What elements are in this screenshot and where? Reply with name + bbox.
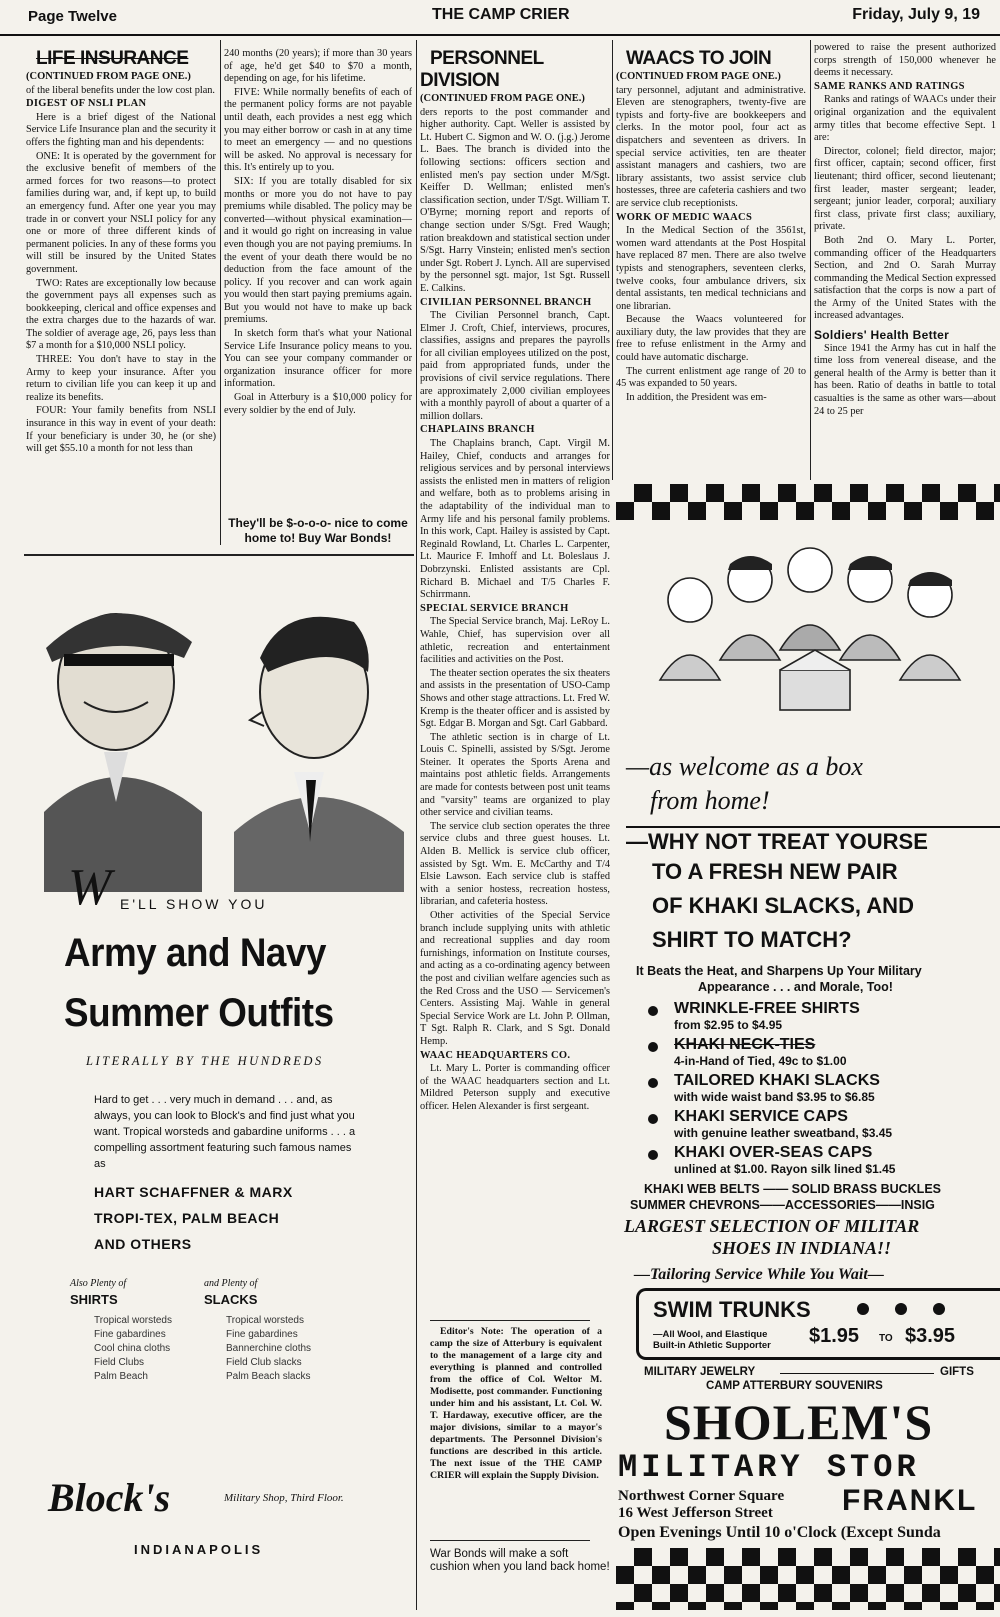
blocks-logo: Block's — [48, 1475, 171, 1520]
address-line: Northwest Corner Square — [618, 1488, 785, 1504]
shirts-item: Tropical worsteds — [94, 1315, 172, 1326]
paragraph: The Civilian Personnel branch, Capt. Elmer J. Croft, Chief, interviews, procures, classifies, assigns and prepares the payrolls for all civilian employees utilized on the post, paid from appropriated funds, under the provisions of civil service regulations. There are approximately 2,000 civilian employees with a monthly payroll of about a quarter of a million dollars. — [420, 310, 610, 422]
slacks-heading: SLACKS — [204, 1292, 258, 1307]
product-name: WRINKLE-FREE SHIRTS — [674, 1000, 860, 1017]
swim-trunks-box — [636, 1288, 1000, 1360]
paragraph: Lt. Mary L. Porter is commanding officer of the WAAC headquarters section and Lt. Mildred Peterson supply and executive officer. Helen Alexander is first sergeant. — [420, 1063, 610, 1112]
shirts-heading: SHIRTS — [70, 1292, 118, 1307]
paragraph: tary personnel, adjutant and administrative. Eleven are stenographers, twenty-five are typists and forty-five are bookkeepers and clerks. In the motor pool, four act as dispatchers and seventeen as drivers. In special service activities, ten are theater assistant managers and cashiers, two are library assistants, two assist service club hostesses, three are cafeteria cashiers and two are service club receptionists. — [616, 84, 806, 209]
war-bonds-slogan: They'll be $-o-o-o- nice to come home to! Buy War Bonds! — [228, 516, 408, 545]
newspaper-name: THE CAMP CRIER — [432, 6, 570, 23]
product-name: KHAKI SERVICE CAPS — [674, 1108, 848, 1125]
paragraph: SIX: If you are totally disabled for six months or more you do not have to pay premiums while disabled. The policy may be converted—without physical examination—and it would go right on increasing in value even though you are not paying premiums. In the event of your death there would be no deduction from the face amount of the policy. If you recover and can work again you would then start paying premiums again. But you would not have to make up back premiums. — [224, 175, 412, 326]
paragraph: Other activities of the Special Service branch include supplying units with athletic and recreational supplies and day room furnishings, information on Institute courses, and acting as a co-ordinating agency between the post and civilian welfare agencies such as the Red Cross and the USO — Servicemen's Centers. Assisting Maj. Wahle in general Special Service Work are Lt. John P. Ollman, T Sgt. Ralph R. Clark, and S Sgt. Donald Hemp. — [420, 910, 610, 1047]
subheading: CIVILIAN PERSONNEL BRANCH — [420, 296, 592, 308]
continued-note: (CONTINUED FROM PAGE ONE.) — [26, 71, 191, 82]
bullet-icon — [648, 1006, 658, 1016]
paragraph: The current enlistment age range of 20 to 45 was expanded to 50 years. — [616, 365, 806, 390]
subheading: SPECIAL SERVICE BRANCH — [420, 602, 569, 614]
beats-heat-line1: It Beats the Heat, and Sharpens Up Your Military — [636, 964, 922, 978]
blocks-advertisement — [24, 562, 414, 1612]
store-hours: Open Evenings Until 10 o'Clock (Except Sunda — [618, 1524, 941, 1541]
paragraph: The theater section operates the six theaters and assists in the presentation of USO-Camp Shows and other stage attractions. Lt. Fred W. Kremp is the theater officer and is assisted by Sgt. Edgar B. Morgan and Sgt. Carl Gabbard. — [420, 667, 610, 730]
subheading: Soldiers' Health Better — [814, 328, 950, 343]
paragraph: Both 2nd O. Mary L. Porter, commanding officer of the Headquarters Section, and 2nd O. Sarah Murray commanding the Medical Section expressed satisfaction that the corps is now a part of the Army of the United States with the increased advantages. — [814, 234, 996, 322]
paragraph: FOUR: Your family benefits from NSLI insurance in this way in event of your death: If your beneficiary is under 30, he (or she) will get $55.10 a month for not less than — [26, 405, 216, 455]
swim-description — [653, 1329, 771, 1351]
bullet-icon — [648, 1150, 658, 1160]
camp-souvenirs: CAMP ATTERBURY SOUVENIRS — [706, 1380, 883, 1392]
subheading: WORK OF MEDIC WAACS — [616, 211, 753, 223]
note-rule — [430, 1540, 590, 1541]
product-detail: from $2.95 to $4.95 — [674, 1018, 783, 1032]
slacks-item: Tropical worsteds — [226, 1315, 304, 1326]
continued-note: (CONTINUED FROM PAGE ONE.) — [616, 71, 781, 82]
shirts-list — [94, 1314, 172, 1384]
paragraph: In sketch form that's what your National Service Life Insurance policy means to you. You can see your company commander or organization insurance officer for more information. — [224, 328, 412, 390]
column-rule — [416, 40, 417, 1610]
sholems-name: SHOLEM'S — [664, 1394, 934, 1450]
shirts-preface: Also Plenty of — [70, 1278, 127, 1289]
personnel-headline: PERSONNEL DIVISION — [420, 48, 544, 91]
paragraph: 240 months (20 years); if more than 30 years of age, he'd get $40 to $70 a month, depending on age, for his lifetime. — [224, 48, 412, 85]
largest-selection: LARGEST SELECTION OF MILITAR — [624, 1216, 920, 1236]
bullet-icon — [648, 1078, 658, 1088]
dot-icon — [933, 1303, 945, 1315]
section-rule — [24, 554, 414, 556]
shirts-item: Cool china cloths — [94, 1343, 171, 1354]
paragraph: powered to raise the present authorized corps strength of 150,000 whenever he deems it necessary. — [814, 42, 996, 79]
bullet-icon — [648, 1114, 658, 1124]
shirts-item: Palm Beach — [94, 1371, 148, 1382]
ad-body: Hard to get . . . very much in demand . . . and, as always, you can look to Block's and find just what you want. Tropical worsteds and gabardine uniforms . . . a compelling assortment featuring such famous names as — [94, 1094, 356, 1170]
swim-price-low: $1.95 — [809, 1325, 860, 1347]
paragraph: Since 1941 the Army has cut in half the time loss from venereal disease, and the general health of the Army is better than it has been. Ratio of deaths in battle to total casualties is the same as other wars—about 24 to 25 per — [814, 342, 996, 417]
soldiers-illustration — [640, 530, 980, 730]
product-detail: unlined at $1.00. Rayon silk lined $1.45 — [674, 1162, 896, 1176]
military-jewelry: MILITARY JEWELRY — [644, 1366, 756, 1378]
paragraph: Director, colonel; field director, major; first officer, captain; second officer, first lieutenant; third officer, second lieutenant; first leader, master sergeant; leader, sergeant; junior leader, corporal; auxiliary first class, private first class; auxiliary, private. — [814, 145, 996, 233]
editors-note-text: Editor's Note: The operation of a camp the size of Atterbury is equivalent to the management of a large city and everything is planned and controlled from the office of Col. Weltor M. Modisette, post commander. Functioning under him and his assistant, Lt. Col. W. T. Hardaway, executive officer, are the major divisions, similar to a mayor's departments. The Personnel Division's functions are described in this article. The next issue of the THE CAMP CRIER will explain the Supply Division. — [430, 1326, 602, 1481]
belts-line: KHAKI WEB BELTS —— SOLID BRASS BUCKLES — [644, 1182, 941, 1196]
paragraph: TWO: Rates are exceptionally low because the government pays all expenses such as bookkeeping, clerical and office expenses and the extra charges due to the hazards of war. The soldier of average age, 26, pays less than $7 a month for a $10,000 NSLI policy. — [26, 277, 216, 352]
slacks-item: Field Club slacks — [226, 1357, 302, 1368]
headline-shirt-match: SHIRT TO MATCH? — [652, 927, 852, 952]
welcome-tagline-1: —as welcome as a box — [626, 752, 863, 781]
chevrons-line: SUMMER CHEVRONS——ACCESSORIES——INSIG — [630, 1198, 935, 1212]
swim-desc-line: Built-in Athletic Supporter — [653, 1340, 771, 1351]
script-w: W — [68, 859, 112, 916]
ad-line-army-navy: Army and Navy — [64, 931, 326, 975]
paragraph: Because the Waacs volunteered for auxiliary duty, the law provides that they are free to refuse enlistment in the Army and could have automatic discharge. — [616, 314, 806, 364]
dot-icon — [895, 1303, 907, 1315]
product-item — [648, 1144, 998, 1176]
slacks-item: Fine gabardines — [226, 1329, 298, 1340]
product-item — [648, 1036, 998, 1068]
life-insurance-article — [26, 48, 216, 552]
slacks-list — [226, 1314, 311, 1384]
address — [618, 1488, 784, 1522]
subheading: WAAC HEADQUARTERS CO. — [420, 1049, 571, 1061]
paragraph: of the liberal benefits under the low cost plan. — [26, 84, 216, 96]
issue-date: Friday, July 9, 19 — [852, 6, 980, 23]
editors-note — [430, 1326, 602, 1530]
checkered-border-bottom — [616, 1548, 1000, 1610]
page-number: Page Twelve — [28, 8, 117, 25]
headline-khaki-slacks: OF KHAKI SLACKS, AND — [652, 893, 914, 918]
subheading: DIGEST OF NSLI PLAN — [26, 98, 147, 110]
slacks-preface: and Plenty of — [204, 1278, 258, 1289]
personnel-division-article — [420, 48, 610, 1348]
brand-tropi-tex: TROPI-TEX, PALM BEACH — [94, 1210, 280, 1226]
column-rule — [220, 40, 221, 545]
divider — [780, 1373, 934, 1374]
paragraph: The Chaplains branch, Capt. Virgil M. Hailey, Chief, conducts and arranges for religious services and by personal interviews assists the enlisted men in matters of religion and welfare, both as to problems arising in the adaptability of the individual man to Army life and his personal family problems. In this work, Capt. Hailey is assisted by Capt. Reginald Rowland, Lt. Charles L. Carpenter, Lt. Maurice F. Imhoff and Lt. Boleslaus J. Dobrzynski. Enlisted assistants are Cpl. Richard B. Michael and T/5 Charles F. Schirrmann. — [420, 438, 610, 601]
subheading: CHAPLAINS BRANCH — [420, 424, 535, 436]
life-insurance-headline: LIFE INSURANCE — [36, 48, 189, 69]
slacks-item: Palm Beach slacks — [226, 1371, 311, 1382]
headline-fresh-pair: TO A FRESH NEW PAIR — [652, 859, 898, 884]
slacks-item: Bannerchine cloths — [226, 1343, 312, 1354]
ad-lead: E'LL SHOW YOU — [120, 896, 268, 912]
paragraph: Here is a brief digest of the National Service Life Insurance plan and the security it offers the fighting man and his dependents: — [26, 111, 216, 148]
product-detail: 4-in-Hand of Tied, 49c to $1.00 — [674, 1054, 847, 1068]
address-line: 16 West Jefferson Street — [618, 1505, 773, 1521]
life-insurance-article-continued — [224, 48, 412, 496]
masthead — [0, 0, 1000, 36]
swim-trunks-title: SWIM TRUNKS — [653, 1297, 811, 1322]
swim-desc-line: —All Wool, and Elastique — [653, 1329, 768, 1340]
product-name: TAILORED KHAKI SLACKS — [674, 1072, 880, 1089]
waacs-article — [616, 48, 806, 468]
product-item — [648, 1108, 998, 1140]
paragraph: In the Medical Section of the 3561st, women ward attendants at the Post Hospital have replaced 87 men. There are also twelve typists and stenographers, seventeen clerks, twelve cooks, four ambulance drivers, six dental assistants, ten medical technicians and one librarian. — [616, 225, 806, 312]
war-bonds-filler: War Bonds will make a soft cushion when you land back home! — [430, 1548, 610, 1573]
dot-icon — [857, 1303, 869, 1315]
swim-price-high: $3.95 — [905, 1325, 956, 1347]
blocks-city: INDIANAPOLIS — [134, 1542, 264, 1557]
welcome-tagline-2: from home! — [650, 786, 770, 815]
swim-price-to: TO — [879, 1333, 893, 1344]
paragraph: THREE: You don't have to stay in the Army to keep your insurance. After you return to civilian life you can keep it up and realize its benefits. — [26, 354, 216, 403]
product-detail: with genuine leather sweatband, $3.45 — [674, 1126, 893, 1140]
continued-note: (CONTINUED FROM PAGE ONE.) — [420, 93, 585, 104]
product-detail: with wide waist band $3.95 to $6.85 — [674, 1090, 875, 1104]
paragraph: ders reports to the post commander and higher authority. Capt. Weller is assisted by Lt. Hubert C. Sigmon and W. O. (j.g.) Jerome L. Baes. The branch is divided into the following sections: officers section and enlisted men's pay section under M/Sgt. Keiffer D. Wellman; enlisted men's classification section, under T/Sgt. William T. O'Byrne; morning report and reports of change section under S/Sgt. Fred Waugh; ration breakdown and statistical section under S/Sgt. Harry Vinstein; enlisted men's section under Sgt. Robert J. Lynch. All are supervised by the personnel sgt. major, 1st Sgt. Russell E. Calkins. — [420, 106, 610, 294]
paragraph: Goal in Atterbury is a $10,000 policy for every soldier by the end of July. — [224, 392, 412, 416]
waacs-headline: WAACS TO JOIN — [626, 48, 772, 69]
product-name: KHAKI NECK-TIES — [674, 1036, 816, 1053]
paragraph: ONE: It is operated by the government for the exclusive benefit of members of the armed forces for two reasons—to protect families during war, and, if kept up, to build an emergency fund. After one year you may trade in or convert your NSLI policy for any one or more of three different kinds of permanent policies. In any of these forms you will still be insured by the United States government. — [26, 150, 216, 275]
gifts: GIFTS — [940, 1366, 974, 1378]
officers-illustration — [24, 562, 414, 892]
ad-line-summer-outfits: Summer Outfits — [64, 991, 334, 1035]
paragraph: In addition, the President was em- — [626, 391, 767, 403]
subheading: SAME RANKS AND RATINGS — [814, 80, 965, 92]
ad-tagline: LITERALLY BY THE HUNDREDS — [86, 1054, 324, 1068]
swim-dots — [857, 1303, 945, 1315]
checkered-border-top — [616, 484, 1000, 520]
brand-hart-schaffner: HART SCHAFFNER & MARX — [94, 1184, 293, 1200]
paragraph: FIVE: While normally benefits of each of the permanent policy forms are not payable until death, each provides a nest egg which you may either borrow or cash in at any time to meet an emergency — and no questions will be asked. No approval is necessary for this. It's entirely up to you. — [224, 86, 412, 174]
product-item — [648, 1000, 998, 1032]
column-rule — [612, 40, 613, 480]
franklin-city: FRANKL — [842, 1484, 978, 1517]
shirts-item: Fine gabardines — [94, 1329, 166, 1340]
product-name: KHAKI OVER-SEAS CAPS — [674, 1144, 873, 1161]
shirts-item: Field Clubs — [94, 1357, 145, 1368]
bullet-icon — [648, 1042, 658, 1052]
blocks-location: Military Shop, Third Floor. — [224, 1492, 344, 1504]
note-rule — [430, 1320, 590, 1321]
paragraph: The athletic section is in charge of Lt. Louis C. Spinelli, assisted by S/Sgt. Jerome Steiner. It operates the Sports Arena and maintains post athletic fields. Arrangements are made for contests between post unit teams and "varsity" teams are organized to play other service and civilian teams. — [420, 731, 610, 819]
paragraph: The Special Service branch, Maj. LeRoy L. Wahle, Chief, has supervision over all athletic, recreation and entertainment facilities and activities on the Post. — [420, 616, 610, 666]
headline-why-not: —WHY NOT TREAT YOURSE — [626, 826, 1000, 856]
tailoring-service: —Tailoring Service While You Wait— — [634, 1266, 884, 1283]
product-item — [648, 1072, 998, 1104]
brand-others: AND OTHERS — [94, 1236, 192, 1252]
shoes-indiana: SHOES IN INDIANA!! — [712, 1238, 892, 1258]
column-rule — [810, 40, 811, 480]
beats-heat-line2: Appearance . . . and Morale, Too! — [698, 980, 893, 994]
paragraph: The service club section operates the three service clubs and three guest houses. Lt. Alden B. Mellick is service club officer, assisted by Sgt. Wm. E. McCarthy and T/4 Elsie Lawson. Each service club is staffed with a senior hostess, recreation hostess, librarian, and cafeteria hostess. — [420, 820, 610, 908]
paragraph: Ranks and ratings of WAACs under their original organization and the equivalent army titles that become effective Sept. 1 are: — [814, 94, 996, 144]
military-store: MILITARY STOR — [618, 1450, 920, 1486]
waacs-article-continued — [814, 42, 996, 474]
